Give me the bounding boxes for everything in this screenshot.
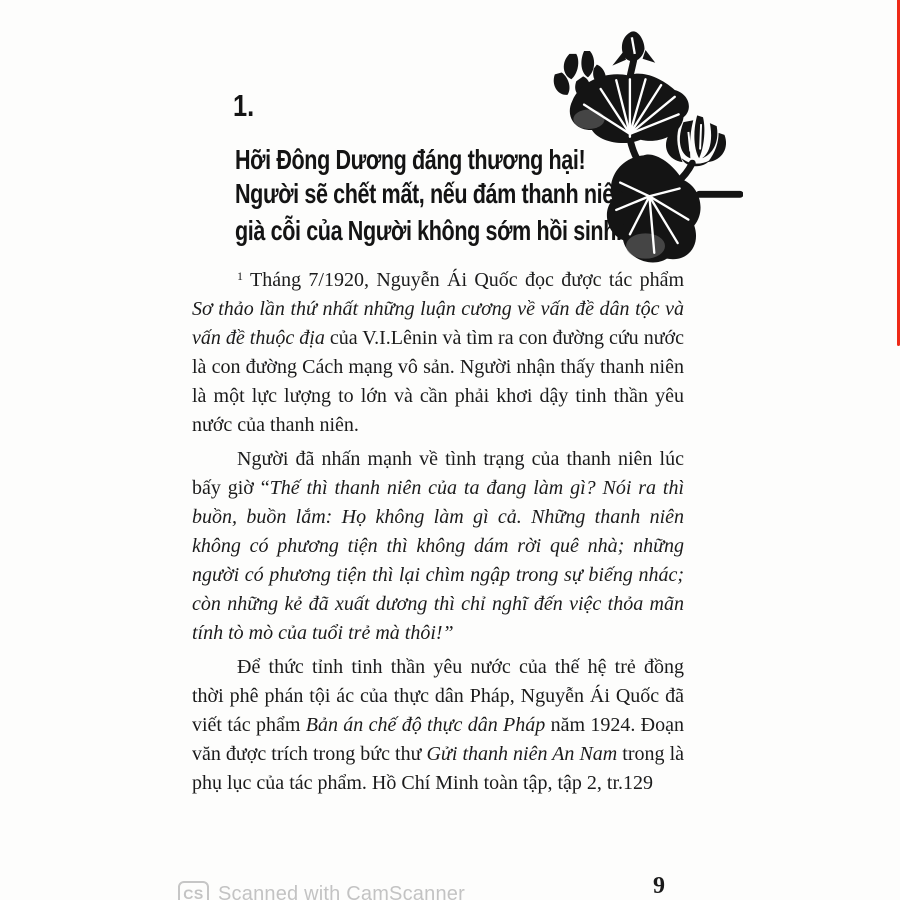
- body-text-run: của V.I.Lênin và tìm ra con đường cứu nước là con đường Cách mạng vô sản. Người nhận thấy thanh niên là một lực lượng to lớn và cần phải khơi dậy tinh thần yêu nước của thanh niên.: [192, 327, 684, 436]
- footnote-text: [192, 262, 684, 803]
- page-number: 9: [653, 873, 665, 899]
- cited-work-title: Gửi thanh niên An Nam: [426, 743, 618, 765]
- camscanner-watermark: [178, 881, 465, 900]
- camscanner-logo-icon: CS: [178, 881, 209, 900]
- chapter-title-line: Người sẽ chết mất, nếu đám thanh niên: [235, 178, 627, 209]
- body-text-run: trong là phụ lục của tác phẩm. Hồ Chí Minh toàn tập, tập 2, tr.129: [192, 743, 685, 794]
- footnote-reference: 1: [622, 219, 629, 236]
- cited-work-title: Thế thì thanh niên của ta đang làm gì? Nói ra thì buồn, buồn lắm: Họ không làm gì cả. Những thanh niên không có phương tiện thì không dám rời quê nhà; những người có phương tiện thì lại chìm ngập trong sự biếng nhác; còn những kẻ đã xuất dương thì chỉ nghĩ đến việc thỏa mãn tính tò mò của tuổi trẻ mà thôi!”: [192, 477, 685, 644]
- body-text-run: Để thức tỉnh tinh thần yêu nước của thế hệ trẻ đồng thời phê phán tội ác của thực dân Pháp, Nguyễn Ái Quốc đã viết tác phẩm: [192, 656, 684, 736]
- footnote-marker: 1: [237, 269, 243, 283]
- chapter-title: [235, 143, 666, 248]
- body-text-run: năm 1924. Đoạn văn được trích trong bức thư: [192, 714, 684, 765]
- paragraph: [192, 262, 684, 440]
- lotus-bud-icon: [612, 31, 655, 65]
- chapter-title-line: Hỡi Đông Dương đáng thương hại!: [235, 144, 586, 175]
- body-text-run: Người đã nhấn mạnh về tình trạng của thanh niên lúc bấy giờ “: [192, 448, 684, 499]
- chapter-number: 1.: [233, 88, 255, 123]
- cited-work-title: Sơ thảo lần thứ nhất những luận cương về vấn đề dân tộc và vấn đề thuộc địa: [192, 298, 684, 349]
- watermark-text: Scanned with CamScanner: [218, 882, 465, 900]
- cited-work-title: Bản án chế độ thực dân Pháp: [305, 714, 546, 736]
- paragraph: [192, 653, 684, 798]
- body-text-run: Tháng 7/1920, Nguyễn Ái Quốc đọc được tác phẩm: [243, 269, 684, 291]
- chapter-title-line: già cỗi của Người không sớm hồi sinh.$^1$: [235, 215, 629, 246]
- paragraph: [192, 445, 684, 648]
